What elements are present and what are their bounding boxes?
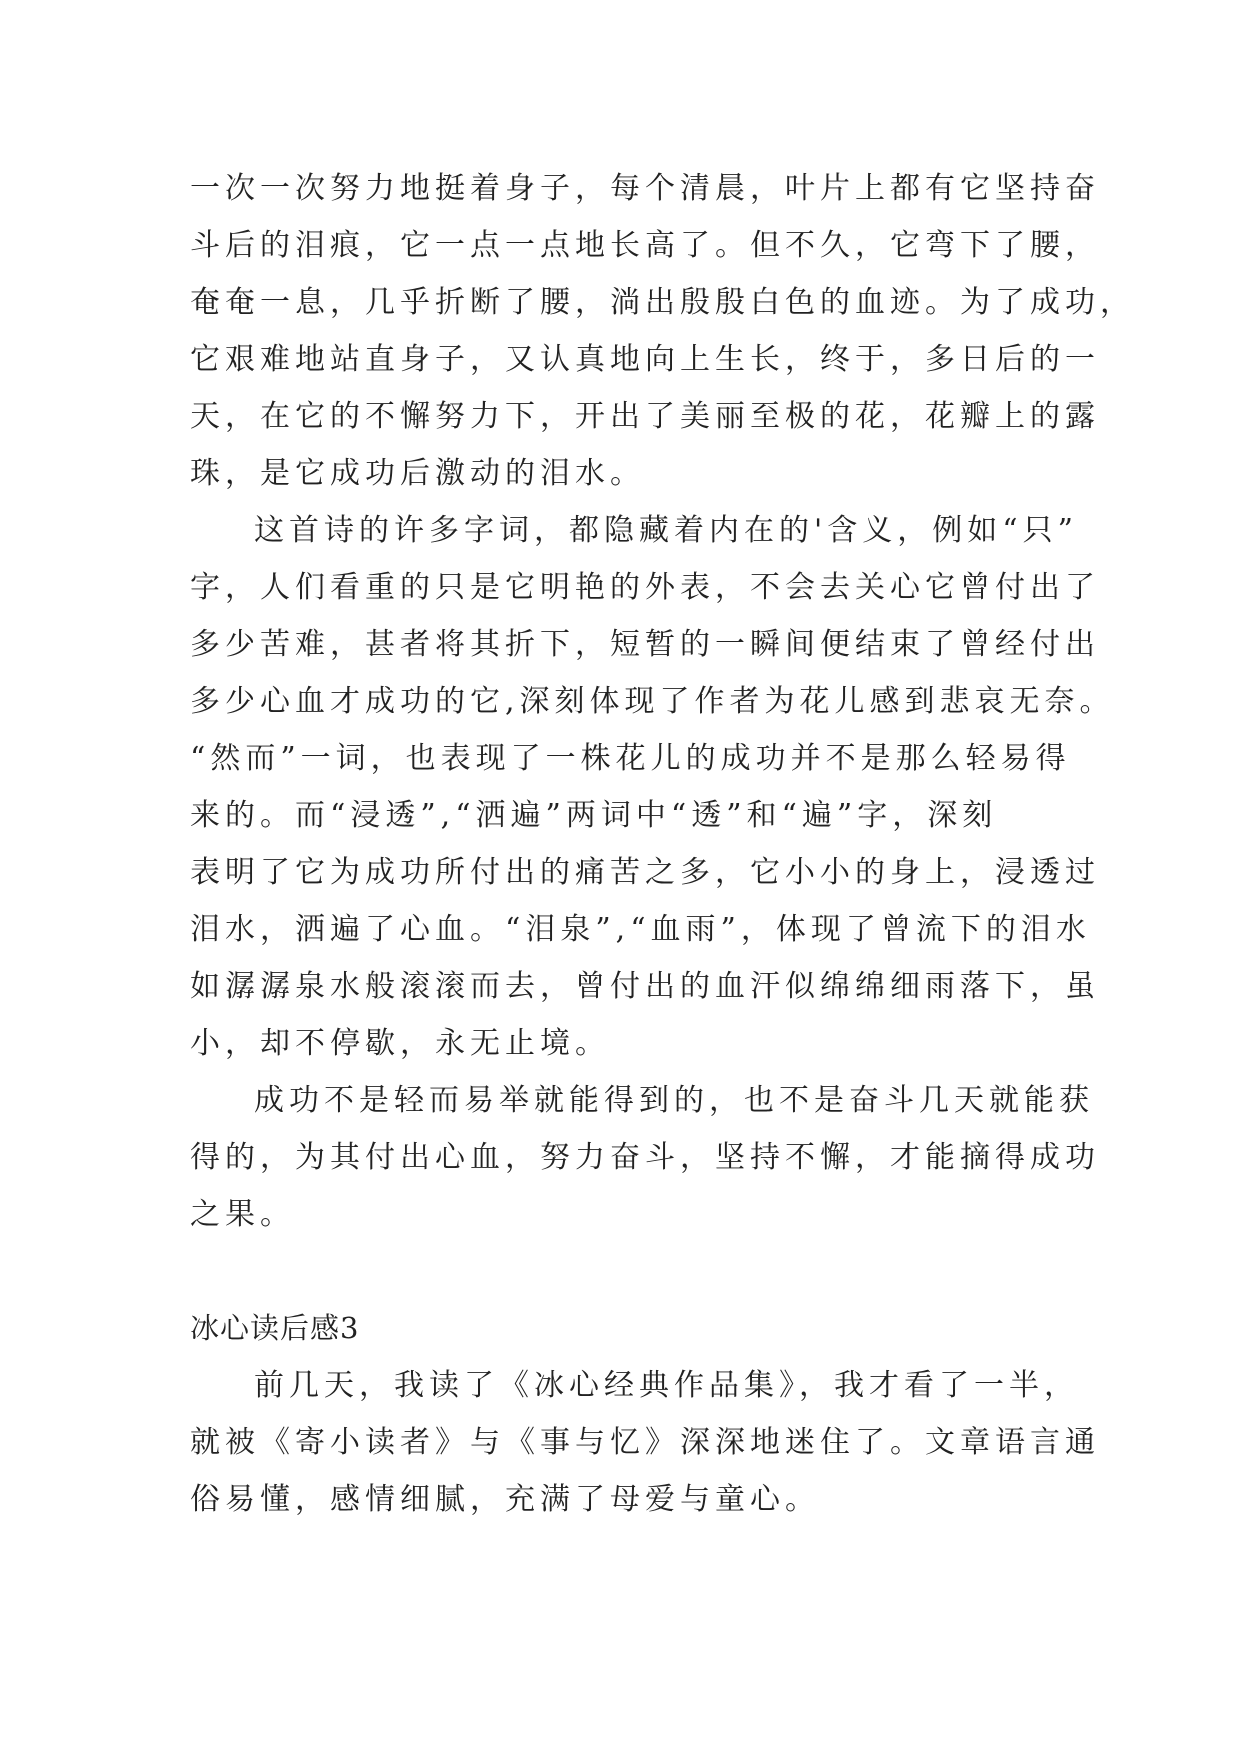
text-line: 表明了它为成功所付出的痛苦之多，它小小的身上，浸透过 (190, 855, 1100, 890)
text-line: 俗易懂，感情细腻，充满了母爱与童心。 (190, 1482, 820, 1517)
text-line: 这首诗的许多字词，都隐藏着内在的'含义，例如“只” (254, 513, 1078, 548)
text-line: 它艰难地站直身子，又认真地向上生长，终于，多日后的一 (190, 342, 1100, 377)
section-title: 冰心读后感3 (190, 1311, 360, 1345)
text-line: 小，却不停歇，永无止境。 (190, 1026, 610, 1061)
paragraph-gap (190, 1243, 1060, 1300)
text-line: 斗后的泪痕，它一点一点地长高了。但不久，它弯下了腰， (190, 228, 1100, 263)
paragraph-3 (190, 1072, 1100, 1243)
text-line: 奄奄一息，几乎折断了腰，淌出殷殷白色的血迹。为了成功， (190, 285, 1135, 320)
paragraph-4 (190, 1357, 1100, 1528)
text-line: 之果。 (190, 1197, 295, 1232)
document-body (190, 160, 1135, 1528)
text-line: “然而”一词，也表现了一株花儿的成功并不是那么轻易得 (190, 741, 1071, 776)
text-line: 前几天，我读了《冰心经典作品集》，我才看了一半， (254, 1368, 1079, 1403)
text-line: 多少心血才成功的它,深刻体现了作者为花儿感到悲哀无奈。 (190, 684, 1115, 719)
text-line: 就被《寄小读者》与《事与忆》深深地迷住了。文章语言通 (190, 1425, 1100, 1460)
paragraph-1 (190, 160, 1135, 502)
text-line: 天，在它的不懈努力下，开出了美丽至极的花，花瓣上的露 (190, 399, 1100, 434)
text-line: 成功不是轻而易举就能得到的，也不是奋斗几天就能获 (254, 1083, 1094, 1118)
text-line: 多少苦难，甚者将其折下，短暂的一瞬间便结束了曾经付出 (190, 627, 1100, 662)
paragraph-2 (190, 502, 1115, 1072)
text-line: 泪水，洒遍了心血。“泪泉”,“血雨”，体现了曾流下的泪水 (190, 912, 1091, 947)
text-line: 得的，为其付出心血，努力奋斗，坚持不懈，才能摘得成功 (190, 1140, 1100, 1175)
text-line: 字，人们看重的只是它明艳的外表，不会去关心它曾付出了 (190, 570, 1100, 605)
text-line: 珠，是它成功后激动的泪水。 (190, 456, 645, 491)
text-line: 如潺潺泉水般滚滚而去，曾付出的血汗似绵绵细雨落下，虽 (190, 969, 1100, 1004)
text-line: 来的。而“浸透”,“洒遍”两词中“透”和“遍”字，深刻 (190, 798, 998, 833)
text-line: 一次一次努力地挺着身子，每个清晨，叶片上都有它坚持奋 (190, 171, 1100, 206)
